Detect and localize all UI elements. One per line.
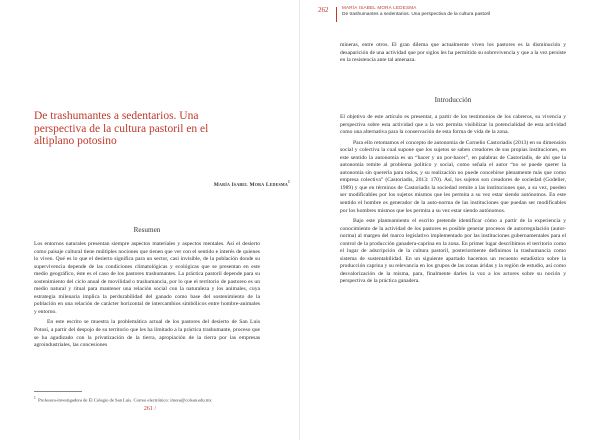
abstract-paragraph: Los entornos naturales presentan siempre aspectos materiales y aspectos mentales. Así el desierto como paisaje cultural tiene múltiples nociones que tienen que ver con el sentido e interés de quienes lo viven. Qué es lo que el desierto significa para un sector, casi invisible, de la población donde su supervivencia depende de las condiciones climatológicas y ecológicas que se presentan en este medio geográfico, éste es el caso de los pastores trashumantes. La práctica pastoril depende para su sostenimiento del ciclo anual de movilidad o trashumancia, por lo que el territorio de pastoreo es un medio natural y ritual para mantener una relación social con la naturaleza y los animales, cuya estrategia milenaria implica la perdurabilidad del ganado como base del sostenimiento de la población en una relación de carácter horizontal de intercambios simbólicos entre hombre-animales y entorno. (34, 241, 260, 315)
introduction-paragraph: El objetivo de este artículo es presentar, a partir de los testimonios de los cabreros, su vivencia y perspectiva sobre esta actividad que a la vez permita visibilizar la potencialidad de esta actividad como una alternativa para la conservación de esta forma de vida de la zona. (340, 114, 566, 136)
author-footnote-marker: 1 (288, 180, 290, 184)
running-header-rule (336, 7, 337, 22)
introduction-paragraph: Para ello retomamos el concepto de autonomía de Cornelio Castoriadis (2013) en su dimensión social y colectiva la cual supone que los sujetos se saben creadores de sus propias instituciones, en este sentido la autonomía es un “hacer y un por-hacer”, en palabras de Castoriadis, de ahí que la autonomía remite al problema político y social, como señala el autor “no se puede querer la autonomía sin quererla para todos, y su realización no puede concebirse plenamente más que como empresa colectiva” (Castoriadis, 2013: 170). Así, los sujetos son creadores de sociedad (Godelier, 1989) y que en términos de Castoriadis la sociedad remite a las instituciones que, a su vez, pueden ser modificables por los sujetos mismos que les permita a su vez estar siendo autónomos. En este sentido el hombre es generador de la auto-norma de las instituciones que puedan ser modificables por los hombres mismos que les permita a su vez estar siendo autónomos. (340, 139, 566, 214)
right-page (300, 0, 600, 440)
running-header (318, 5, 588, 23)
abstract-heading: Resumen (133, 226, 161, 234)
footnote (34, 395, 274, 404)
continued-text (340, 42, 566, 65)
article-title: De trashumantes a sedentarios. Una perspectiva de la cultura pastoril en el altiplano potosino (34, 110, 209, 148)
author-byline (90, 180, 290, 188)
continued-paragraph: mineras, entre otros. El gran dilema que actualmente viven los pastores es la disminución y desaparición de una actividad que por siglos les ha permitido su sobrevivencia y que a la vez persiste en la resistencia ante tal amenaza. (340, 42, 567, 64)
running-header-title: De trashumantes a sedentarios. Una perspectiva de la cultura pastoril (342, 11, 491, 17)
author-name: María Isabel Mora Ledesma (213, 181, 288, 188)
running-header-author: MARÍA ISABEL MORA LEDESMA (342, 5, 417, 10)
introduction-heading: Introducción (434, 96, 472, 104)
running-header-text (342, 5, 490, 19)
introduction-body (340, 114, 566, 286)
footnote-text: Profesora-investigadora de El Colegio de San Luis. Correo electrónico: imora@colsan.edu.mx (38, 397, 212, 403)
running-header-page-number: 262 (318, 6, 329, 14)
abstract-body (34, 241, 260, 350)
footnote-marker: 1 (34, 396, 36, 400)
introduction-paragraph: Bajo este planteamiento el escrito pretende identificar cómo a partir de la experiencia y conocimiento de la actividad de los pastores es posible generar procesos de autorregulación (autor-norma) al margen del marco legislativo implementado por las instituciones gubernamentales para el control de la producción ganadera-caprina en la zona. En primer lugar describimos el territorio como el lugar de adscripción de la cultura pastoril, posteriormente definimos la trashumancia como sistema de sustentabilidad. En un siguiente apartado hacemos un recuento estadístico sobre la producción caprina y su relevancia en los grupos de las zonas áridas y la región de estudio, así como desvalorización de la misma, para, finalmente darles la voz a los actores sobre su noción y perspectiva de la práctica ganadera. (340, 218, 566, 285)
page-number-value: 261 (143, 406, 153, 412)
page-number: 261 / (143, 406, 157, 412)
footnote-rule (34, 391, 82, 392)
abstract-paragraph: En este escrito se muestra la problemática actual de los pastores del desierto de San Luis Potosí, a partir del despojo de su territorio que les ha limitado a la práctica trashumante, proceso que se ha agudizado con la privatización de la tierra, apropiación de la tierra por las empresas agroindustriales, las concesiones (34, 319, 260, 349)
